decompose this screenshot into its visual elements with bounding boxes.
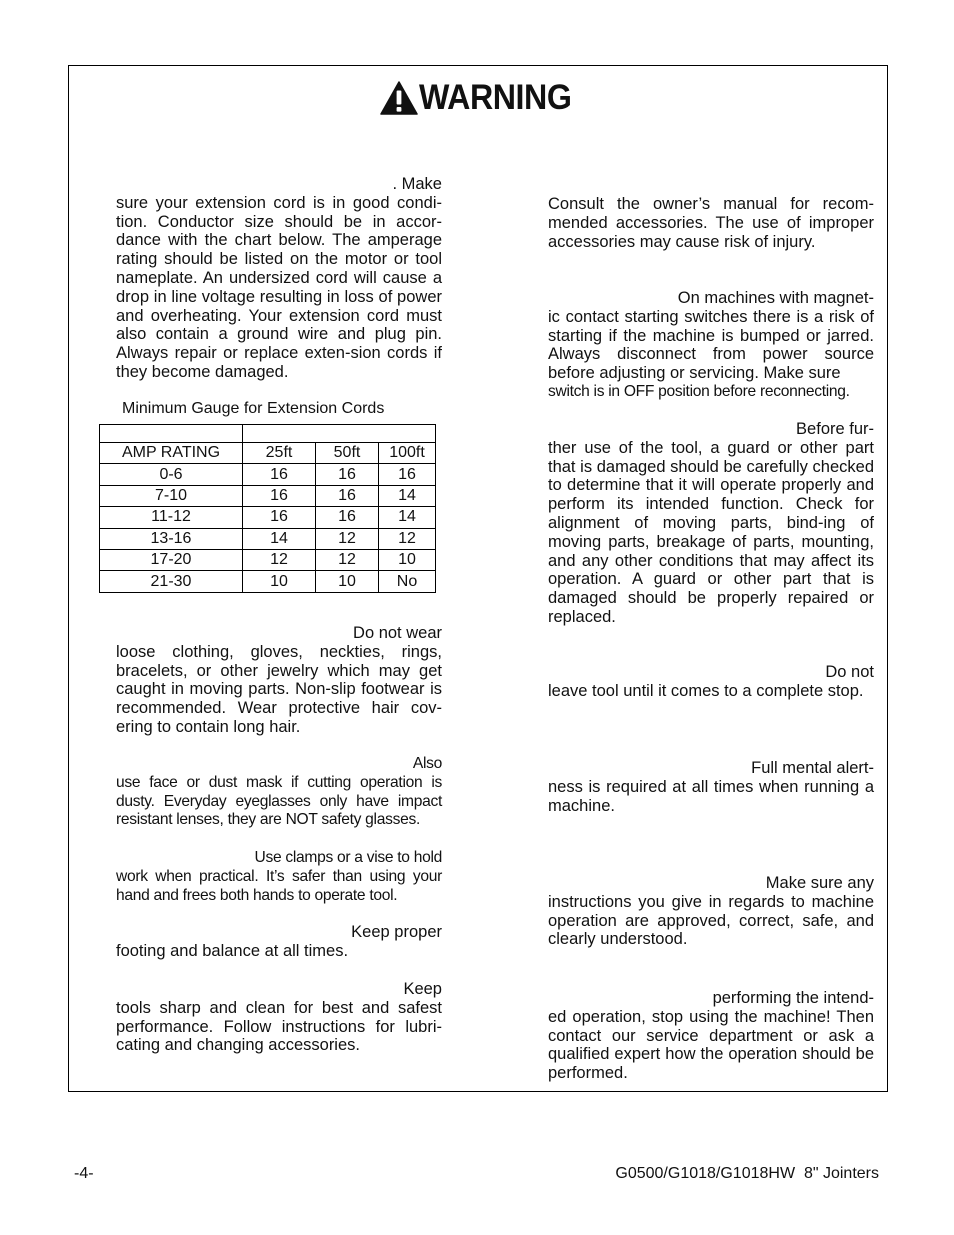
table-row: [100, 549, 436, 570]
table-cell: 16: [379, 464, 436, 485]
alertness-body: ness is required at all times when running a machine.: [548, 777, 874, 815]
clothing-body: loose clothing, gloves, neckties, rings, bracelets, or other jewelry which may get caught in moving parts. Non-slip footwear is recommended. Wear protective hair cov-ering to contain long hair.: [116, 642, 442, 736]
gauge-table-caption: Minimum Gauge for Extension Cords: [122, 400, 385, 417]
unsure-item: [548, 989, 874, 1083]
table-header-cell: 50ft: [316, 443, 379, 464]
stop-lead: Do not: [825, 663, 874, 681]
table-cell: 11-12: [100, 507, 243, 528]
footing-lead: Keep proper: [351, 923, 442, 941]
magnetic-switch-item: [548, 289, 874, 402]
page-number: -4-: [74, 1165, 94, 1182]
extension-cord-item: [116, 175, 442, 382]
table-cell: 13-16: [100, 528, 243, 549]
guard-lead: Before fur-: [796, 420, 874, 438]
table-row: [100, 485, 436, 506]
alertness-item: [548, 759, 874, 815]
table-cell: 16: [243, 464, 316, 485]
table-cell: No: [379, 571, 436, 592]
table-cell: 0-6: [100, 464, 243, 485]
clamps-item: [116, 849, 442, 905]
table-cell: 12: [316, 528, 379, 549]
instructions-body: instructions you give in regards to machine operation are approved, correct, safe, and clearly understood.: [548, 892, 874, 949]
table-cell: 16: [316, 485, 379, 506]
guard-body: ther use of the tool, a guard or other part that is damaged should be carefully checked to determine that it will operate properly and perform its intended function. Check for alignment of moving parts, bind-ing of moving parts, breakage of parts, mounting, and any other conditions that may affect its operation. A guard or other part that is damaged should be properly repaired or replaced.: [548, 438, 874, 626]
warning-header: [380, 78, 585, 118]
table-row: [100, 464, 436, 485]
accessories-body: Consult the owner’s manual for recom-mended accessories. The use of improper accessories may cause risk of injury.: [548, 195, 874, 251]
instructions-item: [548, 874, 874, 949]
table-header-blank-row: [100, 425, 436, 443]
instructions-lead: Make sure any: [765, 874, 874, 892]
table-cell: 12: [316, 549, 379, 570]
footing-body: footing and balance at all times.: [116, 941, 349, 960]
table-cell: 14: [379, 485, 436, 506]
clamps-body: work when practical. It’s safer than using your hand and frees both hands to operate tool.: [116, 867, 442, 904]
table-cell: 17-20: [100, 549, 243, 570]
magnetic-switch-lead: On machines with magnet-: [677, 289, 874, 307]
unsure-body: ed operation, stop using the machine! Then contact our service department or ask a qualified expert how the operation should be performed.: [548, 1007, 874, 1083]
table-cell: 16: [316, 507, 379, 528]
table-header-cell: AMP RATING: [100, 443, 243, 464]
footing-item: [116, 923, 442, 961]
extension-cord-body: sure your extension cord is in good condi-tion. Conductor size should be in accor-dance with the chart below. The amperage rating should be listed on the motor or tool nameplate. An undersized cord will cause a drop in line voltage resulting in loss of power and overheating. Your extension cord must also contain a ground wire and plug pin. Always repair or replace exten-sion cords if they become damaged.: [116, 193, 442, 381]
warning-triangle-icon: [380, 81, 418, 115]
warning-title: WARNING: [419, 78, 572, 117]
table-header-cell: 100ft: [379, 443, 436, 464]
stop-body: leave tool until it comes to a complete stop.: [548, 681, 864, 700]
mask-item: [116, 755, 442, 830]
alertness-lead: Full mental alert-: [751, 759, 874, 777]
table-cell: 7-10: [100, 485, 243, 506]
tools-body: tools sharp and clean for best and safest performance. Follow instructions for lubri-cating and changing accessories.: [116, 998, 442, 1055]
model-title: G0500/G1018/G1018HW 8" Jointers: [615, 1165, 879, 1182]
table-cell: 10: [243, 571, 316, 592]
tools-lead: Keep: [403, 980, 442, 998]
table-cell: 10: [316, 571, 379, 592]
mask-body: use face or dust mask if cutting operation is dusty. Everyday eyeglasses only have impact resistant lenses, they are NOT safety glasses.: [116, 773, 442, 829]
table-cell: 14: [379, 507, 436, 528]
table-cell: 12: [379, 528, 436, 549]
clamps-lead: Use clamps or a vise to hold: [254, 849, 442, 866]
stop-item: [548, 663, 874, 701]
magnetic-switch-tail: switch is in OFF position before reconnecting.: [548, 382, 850, 400]
table-header-cell: 25ft: [243, 443, 316, 464]
tools-item: [116, 980, 442, 1055]
table-cell: 16: [243, 507, 316, 528]
table-cell: 21-30: [100, 571, 243, 592]
table-cell: 16: [243, 485, 316, 506]
extension-cord-lead: . Make: [392, 175, 442, 193]
table-row: [100, 571, 436, 592]
table-row: [100, 528, 436, 549]
magnetic-switch-body: ic contact starting switches there is a risk of starting if the machine is bumped or jarred. Always disconnect from power source before adjusting or servicing. Make sure: [548, 307, 874, 383]
table-cell: 14: [243, 528, 316, 549]
table-cell: 10: [379, 549, 436, 570]
clothing-item: [116, 624, 442, 737]
table-cell: 12: [243, 549, 316, 570]
clothing-lead: Do not wear: [353, 624, 442, 642]
accessories-item: [548, 195, 874, 251]
guard-item: [548, 420, 874, 627]
gauge-table: [99, 424, 436, 593]
mask-lead: Also: [412, 755, 442, 772]
unsure-lead: performing the intend-: [712, 989, 874, 1007]
table-cell: 16: [316, 464, 379, 485]
table-row: [100, 507, 436, 528]
table-header-row: [100, 443, 436, 464]
